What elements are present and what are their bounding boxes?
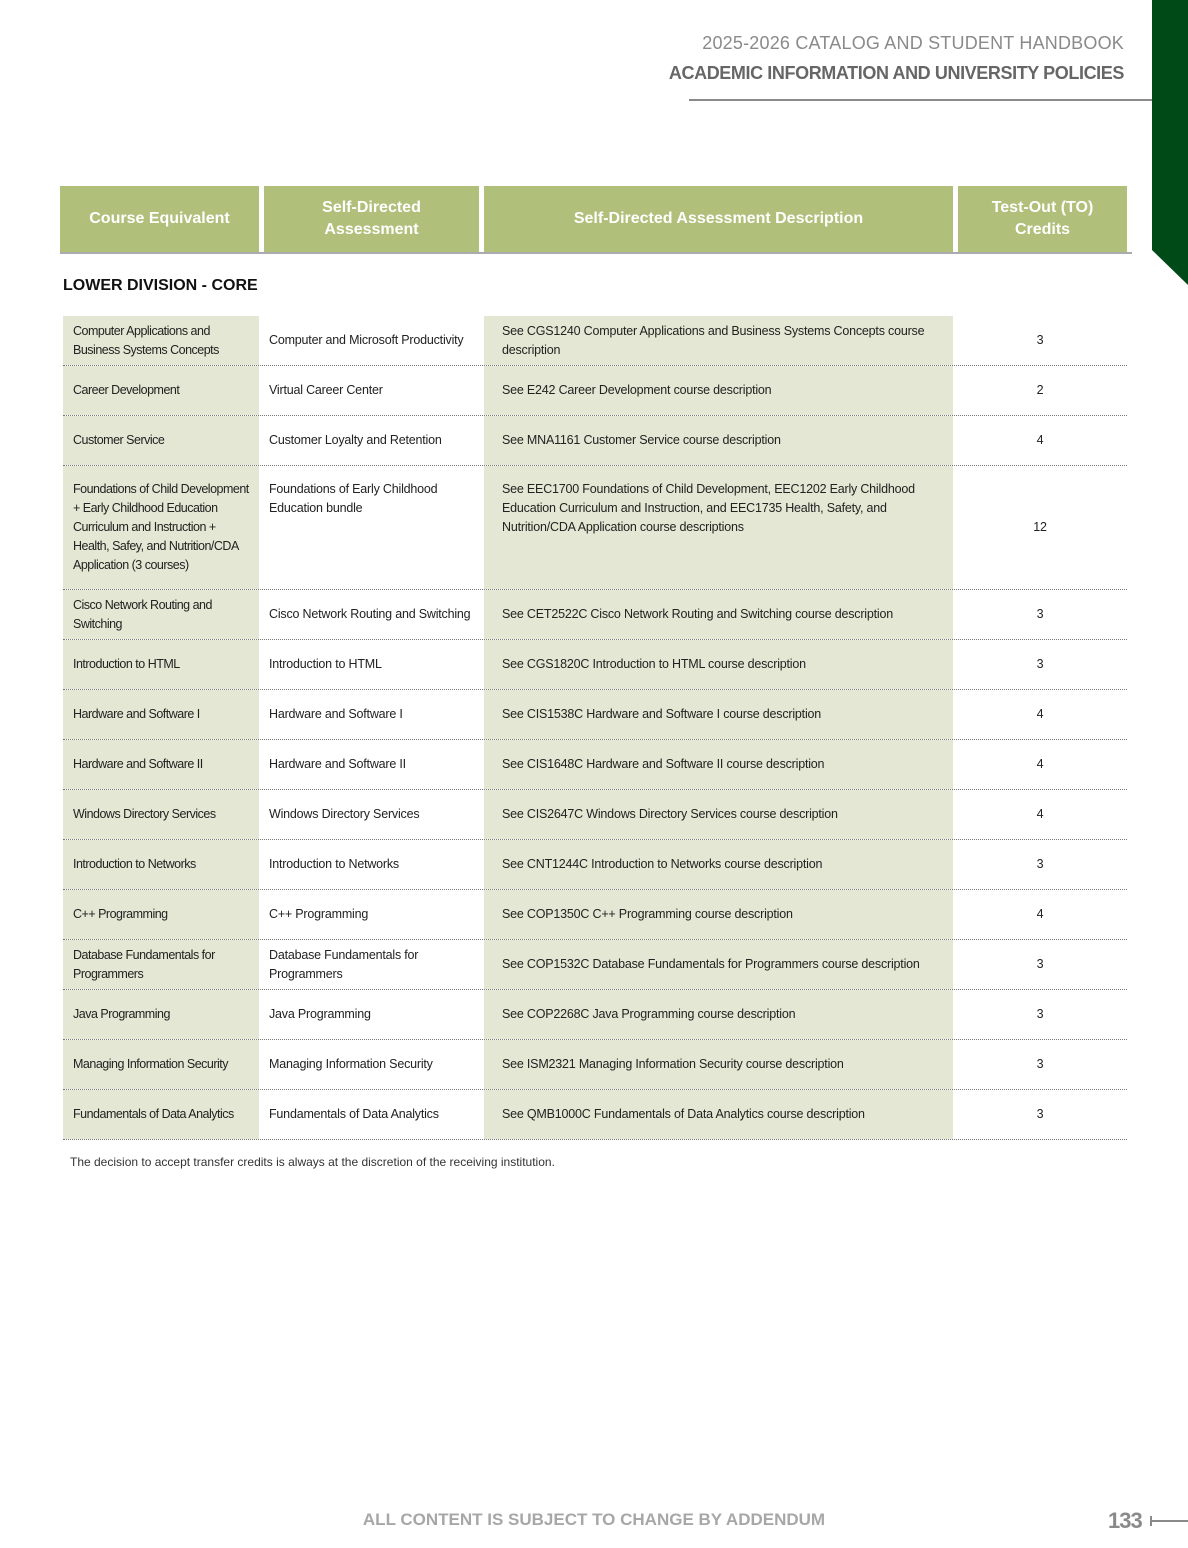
description-text: See CIS1648C Hardware and Software II course description	[502, 757, 825, 771]
cell-course	[63, 890, 259, 939]
cell-description	[484, 690, 953, 739]
cell-assessment	[259, 840, 484, 889]
column-header-course-equivalent: Course Equivalent	[60, 186, 259, 252]
cell-credits	[953, 940, 1127, 989]
credits-text: 4	[1036, 707, 1044, 721]
cell-description	[484, 1040, 953, 1089]
assessment-text: Virtual Career Center	[269, 383, 383, 397]
cell-course	[63, 1090, 259, 1139]
cell-description	[484, 940, 953, 989]
table-section-title: LOWER DIVISION - CORE	[63, 277, 258, 294]
credits-text: 4	[1036, 433, 1044, 447]
description-text: See EEC1700 Foundations of Child Development, EEC1202 Early Childhood Education Curriculum and Instruction, and EEC1735 Health, Safety, and Nutrition/CDA Application course descriptions	[502, 482, 915, 534]
course-text: Computer Applications and Business Systems Concepts	[73, 323, 219, 357]
cell-assessment	[259, 1040, 484, 1089]
column-header-description: Self-Directed Assessment Description	[484, 186, 953, 252]
assessment-text: Java Programming	[269, 1007, 371, 1021]
cell-assessment	[259, 416, 484, 465]
cell-assessment	[259, 790, 484, 839]
cell-assessment	[259, 316, 484, 365]
assessment-text: Hardware and Software I	[269, 707, 403, 721]
course-text: C++ Programming	[73, 907, 168, 921]
description-text: See CGS1820C Introduction to HTML course description	[502, 657, 806, 671]
cell-description	[484, 590, 953, 639]
cell-course	[63, 740, 259, 789]
header-rule	[60, 252, 1132, 254]
cell-description	[484, 416, 953, 465]
section-title: ACADEMIC INFORMATION AND UNIVERSITY POLICIES	[668, 63, 1124, 83]
cell-assessment	[259, 940, 484, 989]
cell-description	[484, 640, 953, 689]
cell-course	[63, 840, 259, 889]
assessment-text: Database Fundamentals for Programmers	[269, 947, 419, 981]
chapter-tab	[1152, 0, 1188, 285]
course-text: Introduction to HTML	[73, 657, 180, 671]
column-header-assessment: Self-Directed Assessment	[264, 186, 479, 252]
cell-assessment	[259, 590, 484, 639]
assessment-text: Introduction to Networks	[269, 857, 399, 871]
page-marker-line	[1150, 1520, 1188, 1522]
course-text: Cisco Network Routing and Switching	[73, 597, 212, 631]
credits-text: 3	[1036, 857, 1044, 871]
course-text: Hardware and Software I	[73, 707, 200, 721]
assessment-text: Managing Information Security	[269, 1057, 433, 1071]
cell-course	[63, 366, 259, 415]
assessment-text: Introduction to HTML	[269, 657, 382, 671]
cell-course	[63, 690, 259, 739]
table-row	[63, 366, 1127, 416]
cell-description	[484, 366, 953, 415]
course-text: Managing Information Security	[73, 1057, 229, 1071]
description-text: See CET2522C Cisco Network Routing and Switching course description	[502, 607, 893, 621]
cell-description	[484, 890, 953, 939]
cell-description	[484, 840, 953, 889]
course-text: Hardware and Software II	[73, 757, 203, 771]
cell-description	[484, 740, 953, 789]
cell-assessment	[259, 466, 484, 589]
cell-assessment	[259, 640, 484, 689]
catalog-title: 2025-2026 CATALOG AND STUDENT HANDBOOK	[702, 33, 1124, 53]
description-text: See CIS1538C Hardware and Software I course description	[502, 707, 822, 721]
cell-credits	[953, 366, 1127, 415]
cell-course	[63, 640, 259, 689]
table-row	[63, 690, 1127, 740]
assessment-text: Hardware and Software II	[269, 757, 406, 771]
credits-text: 4	[1036, 907, 1044, 921]
footnote: The decision to accept transfer credits is always at the discretion of the receiving institution.	[70, 1155, 555, 1169]
cell-course	[63, 990, 259, 1039]
assessment-text: Foundations of Early Childhood Education bundle	[269, 482, 438, 515]
cell-credits	[953, 840, 1127, 889]
cell-course	[63, 416, 259, 465]
course-text: Career Development	[73, 383, 180, 397]
table-row	[63, 316, 1127, 366]
course-text: Foundations of Child Development + Early Childhood Education Curriculum and Instruction + Health, Safey, and Nutrition/CDA Application (3 courses)	[73, 482, 249, 572]
description-text: See ISM2321 Managing Information Security course description	[502, 1057, 844, 1071]
cell-credits	[953, 1090, 1127, 1139]
cell-course	[63, 316, 259, 365]
cell-description	[484, 990, 953, 1039]
table-row	[63, 590, 1127, 640]
table-row	[63, 890, 1127, 940]
table-row	[63, 1040, 1127, 1090]
cell-course	[63, 790, 259, 839]
cell-credits	[953, 690, 1127, 739]
table-row	[63, 740, 1127, 790]
credits-text: 3	[1036, 1057, 1044, 1071]
course-text: Fundamentals of Data Analytics	[73, 1107, 234, 1121]
cell-credits	[953, 990, 1127, 1039]
cell-course	[63, 1040, 259, 1089]
assessment-text: Customer Loyalty and Retention	[269, 433, 442, 447]
credits-text: 4	[1036, 807, 1044, 821]
credits-text: 3	[1036, 1107, 1044, 1121]
cell-assessment	[259, 740, 484, 789]
cell-assessment	[259, 690, 484, 739]
cell-credits	[953, 890, 1127, 939]
credits-text: 3	[1036, 607, 1044, 621]
table-row	[63, 466, 1127, 590]
table-row	[63, 790, 1127, 840]
table-row	[63, 940, 1127, 990]
cell-course	[63, 590, 259, 639]
course-text: Introduction to Networks	[73, 857, 196, 871]
description-text: See CNT1244C Introduction to Networks course description	[502, 857, 823, 871]
table-row	[63, 990, 1127, 1040]
cell-course	[63, 940, 259, 989]
assessment-text: Computer and Microsoft Productivity	[269, 333, 464, 347]
description-text: See QMB1000C Fundamentals of Data Analytics course description	[502, 1107, 865, 1121]
credits-text: 3	[1036, 657, 1044, 671]
description-text: See COP2268C Java Programming course description	[502, 1007, 796, 1021]
table-row	[63, 640, 1127, 690]
assessment-text: Cisco Network Routing and Switching	[269, 607, 471, 621]
cell-credits	[953, 790, 1127, 839]
table-row	[63, 1090, 1127, 1140]
cell-credits	[953, 466, 1127, 589]
cell-credits	[953, 590, 1127, 639]
footer-notice: ALL CONTENT IS SUBJECT TO CHANGE BY ADDENDUM	[362, 1510, 826, 1529]
cell-credits	[953, 740, 1127, 789]
page-number: 133	[1108, 1508, 1142, 1533]
cell-assessment	[259, 990, 484, 1039]
credits-text: 3	[1036, 1007, 1044, 1021]
cell-assessment	[259, 366, 484, 415]
credits-text: 12	[1033, 520, 1047, 534]
assessment-text: Fundamentals of Data Analytics	[269, 1107, 439, 1121]
cell-course	[63, 466, 259, 589]
description-text: See COP1350C C++ Programming course description	[502, 907, 793, 921]
description-text: See COP1532C Database Fundamentals for Programmers course description	[502, 957, 920, 971]
header-divider	[689, 99, 1152, 101]
assessment-text: C++ Programming	[269, 907, 369, 921]
credits-text: 4	[1036, 757, 1044, 771]
description-text: See E242 Career Development course description	[502, 383, 772, 397]
description-text: See CIS2647C Windows Directory Services course description	[502, 807, 838, 821]
cell-credits	[953, 1040, 1127, 1089]
assessment-text: Windows Directory Services	[269, 807, 420, 821]
cell-description	[484, 316, 953, 365]
credits-text: 3	[1036, 957, 1044, 971]
cell-description	[484, 466, 953, 589]
cell-description	[484, 790, 953, 839]
cell-credits	[953, 640, 1127, 689]
table-row	[63, 416, 1127, 466]
cell-credits	[953, 316, 1127, 365]
cell-assessment	[259, 1090, 484, 1139]
credits-text: 2	[1036, 383, 1044, 397]
table-row	[63, 840, 1127, 890]
course-text: Customer Service	[73, 433, 165, 447]
description-text: See MNA1161 Customer Service course description	[502, 433, 781, 447]
course-text: Java Programming	[73, 1007, 170, 1021]
description-text: See CGS1240 Computer Applications and Business Systems Concepts course description	[502, 323, 925, 357]
course-text: Windows Directory Services	[73, 807, 216, 821]
cell-credits	[953, 416, 1127, 465]
cell-assessment	[259, 890, 484, 939]
credits-text: 3	[1036, 333, 1044, 347]
course-text: Database Fundamentals for Programmers	[73, 947, 215, 981]
cell-description	[484, 1090, 953, 1139]
column-header-credits: Test-Out (TO) Credits	[958, 186, 1127, 252]
